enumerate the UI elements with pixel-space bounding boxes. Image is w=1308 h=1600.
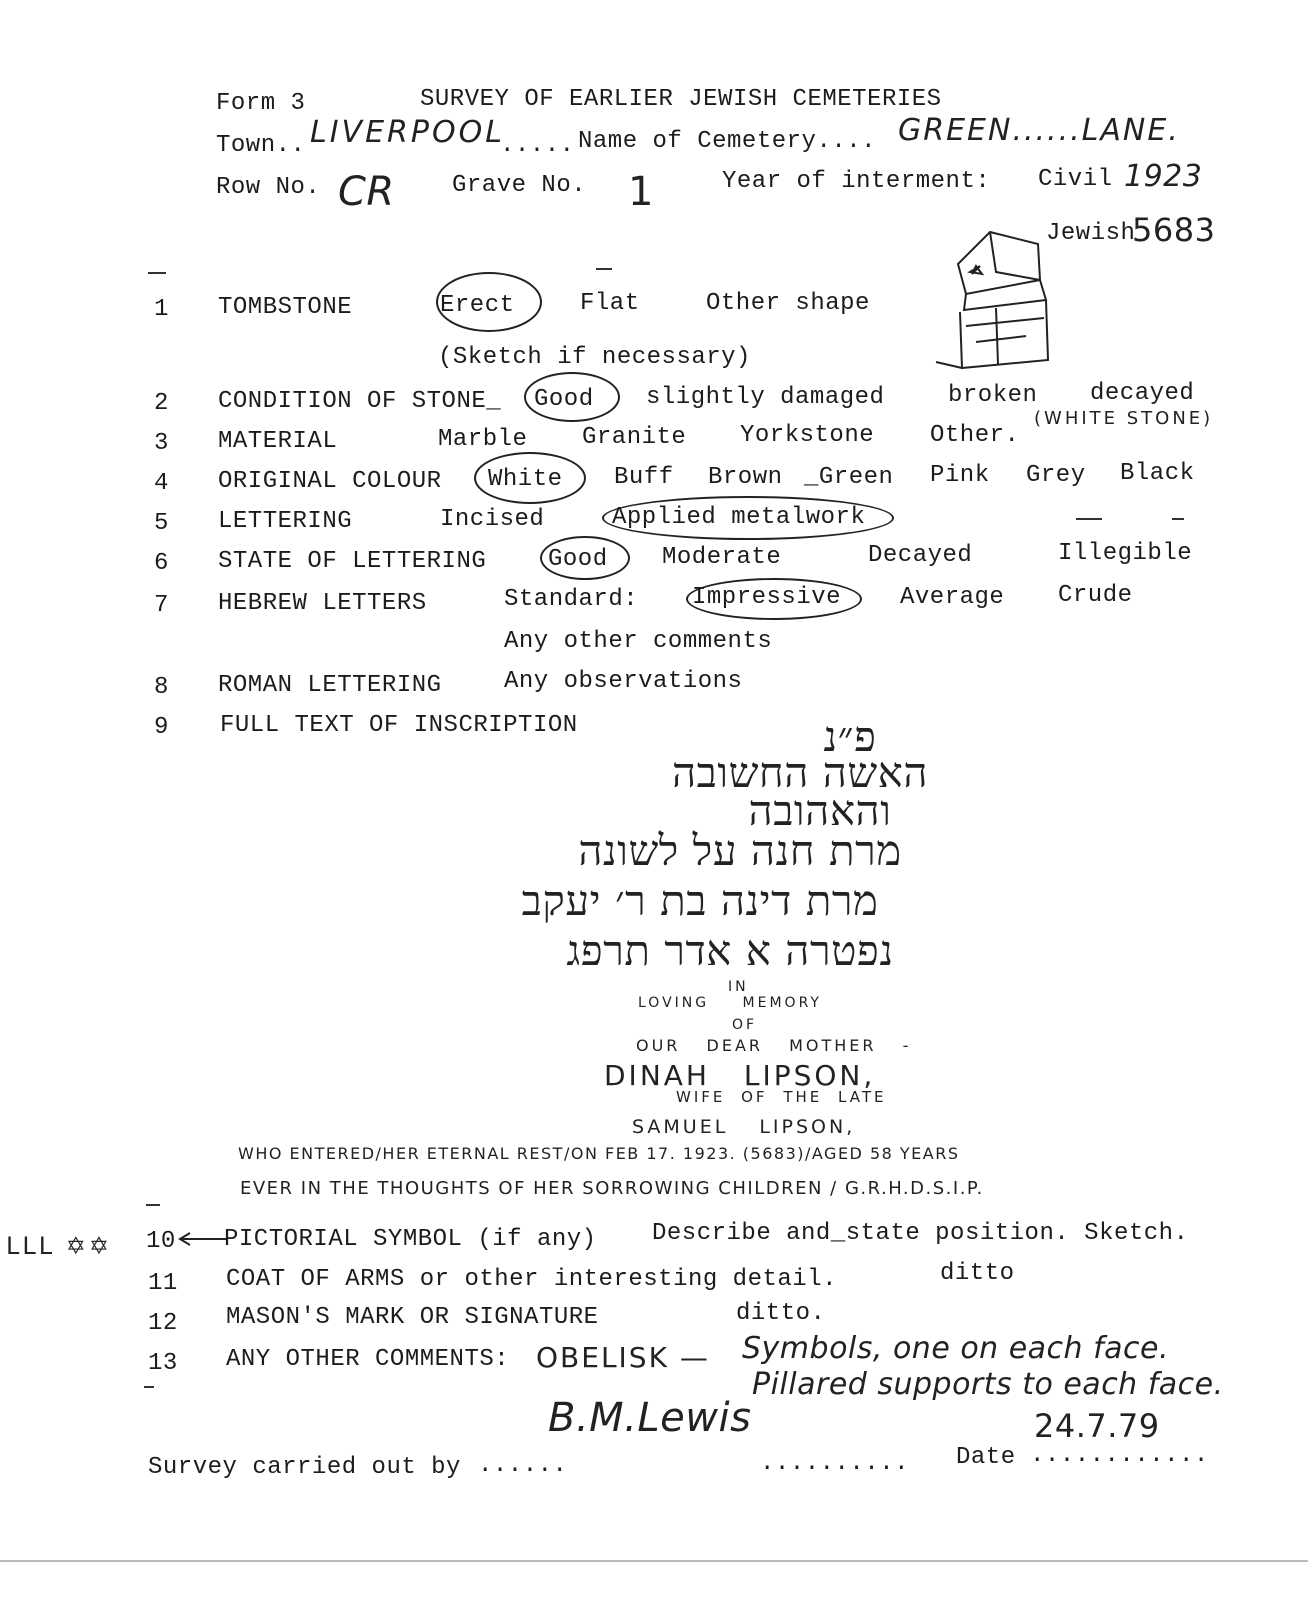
pictorial-label: PICTORIAL SYMBOL (if any) bbox=[224, 1226, 597, 1253]
pictorial-note: Describe and_state position. Sketch. bbox=[652, 1220, 1189, 1247]
english-line-in: IN bbox=[728, 979, 749, 995]
hebrew-line-3: והאהובה bbox=[748, 786, 892, 835]
option-broken: broken bbox=[948, 382, 1038, 409]
material-label: MATERIAL bbox=[218, 428, 338, 455]
civil-label: Civil bbox=[1038, 166, 1113, 193]
option-other-shape: Other shape bbox=[706, 290, 870, 317]
option-decayed: Decayed bbox=[868, 542, 973, 569]
option-green: _Green bbox=[804, 464, 894, 491]
comment-obelisk: OBELISK — bbox=[536, 1341, 710, 1374]
observations-note: Any observations bbox=[504, 668, 743, 695]
english-line-loving-memory: LOVING MEMORY bbox=[638, 995, 822, 1011]
option-slightly-damaged: slightly damaged bbox=[646, 384, 885, 411]
arrow-left-icon bbox=[176, 1232, 226, 1246]
cemetery-label: Name of Cemetery.... bbox=[578, 128, 877, 155]
surveyor-dots: ...... bbox=[478, 1452, 568, 1479]
option-other: Other. bbox=[930, 422, 1020, 449]
comments-note: Any other comments bbox=[504, 628, 773, 655]
option-decayed: decayed bbox=[1090, 380, 1195, 407]
row-value: CR bbox=[338, 169, 395, 215]
tick-mark bbox=[144, 1386, 154, 1388]
item-4-number: 4 bbox=[154, 470, 169, 497]
material-other-value: (WHITE STONE) bbox=[1034, 408, 1214, 429]
obelisk-sketch bbox=[936, 222, 1066, 372]
option-marble: Marble bbox=[438, 426, 528, 453]
hebrew-line-5: מרת דינה בת ר׳ יעקב bbox=[521, 876, 879, 925]
option-moderate: Moderate bbox=[662, 544, 782, 571]
item-8-number: 8 bbox=[154, 674, 169, 701]
option-black: Black bbox=[1120, 460, 1195, 487]
page-edge bbox=[0, 1560, 1308, 1562]
option-granite: Granite bbox=[582, 424, 687, 451]
masons-mark-ditto: ditto. bbox=[736, 1300, 826, 1327]
option-illegible: Illegible bbox=[1058, 540, 1193, 567]
item-13-number: 13 bbox=[148, 1350, 178, 1377]
item-7-number: 7 bbox=[154, 592, 169, 619]
item-2-number: 2 bbox=[154, 390, 169, 417]
masons-mark-label: MASON'S MARK OR SIGNATURE bbox=[226, 1304, 599, 1331]
town-label: Town.. bbox=[216, 132, 306, 159]
condition-label: CONDITION OF STONE_ bbox=[218, 388, 502, 415]
cemetery-value: GREEN......LANE. bbox=[898, 113, 1180, 148]
tick-mark bbox=[148, 272, 166, 274]
date-label: Date bbox=[956, 1444, 1016, 1471]
option-erect: Erect bbox=[440, 292, 515, 319]
english-line-wife-of: WIFE OF THE LATE bbox=[676, 1088, 887, 1106]
inscription-label: FULL TEXT OF INSCRIPTION bbox=[220, 712, 578, 739]
lettering-label: LETTERING bbox=[218, 508, 353, 535]
form-label: Form 3 bbox=[216, 90, 306, 117]
year-label: Year of interment: bbox=[722, 168, 991, 195]
tombstone-label: TOMBSTONE bbox=[218, 294, 353, 321]
colour-label: ORIGINAL COLOUR bbox=[218, 468, 442, 495]
surveyor-signature: B.M.Lewis bbox=[548, 1395, 752, 1441]
option-pink: Pink bbox=[930, 462, 990, 489]
comment-symbols: Symbols, one on each face. bbox=[742, 1331, 1170, 1366]
item-11-number: 11 bbox=[148, 1270, 178, 1297]
coat-of-arms-ditto: ditto bbox=[940, 1260, 1015, 1287]
comment-pillared: Pillared supports to each face. bbox=[752, 1367, 1224, 1402]
state-label: STATE OF LETTERING bbox=[218, 548, 487, 575]
row-label: Row No. bbox=[216, 174, 321, 201]
option-brown: Brown bbox=[708, 464, 783, 491]
form-title: SURVEY OF EARLIER JEWISH CEMETERIES bbox=[420, 86, 942, 113]
item-5-number: 5 bbox=[154, 510, 169, 537]
option-impressive: Impressive bbox=[692, 584, 842, 611]
hebrew-letters-label: HEBREW LETTERS bbox=[218, 590, 427, 617]
pictorial-margin-note: LLL ✡✡ bbox=[6, 1232, 112, 1260]
jewish-value: 5683 bbox=[1132, 211, 1216, 249]
town-value: LIVERPOOL bbox=[310, 115, 505, 150]
option-crude: Crude bbox=[1058, 582, 1133, 609]
english-line-samuel-lipson: SAMUEL LIPSON, bbox=[632, 1116, 856, 1138]
item-6-number: 6 bbox=[154, 550, 169, 577]
english-line-who-entered: WHO ENTERED/HER ETERNAL REST/ON FEB 17. 1923. (5683)/AGED 58 YEARS bbox=[238, 1144, 960, 1163]
english-line-our-dear-mother: OUR DEAR MOTHER - bbox=[636, 1036, 912, 1055]
option-average: Average bbox=[900, 584, 1005, 611]
option-buff: Buff bbox=[614, 464, 674, 491]
roman-lettering-label: ROMAN LETTERING bbox=[218, 672, 442, 699]
hebrew-line-4: מרת חנה על לשונה bbox=[578, 826, 902, 875]
option-flat: Flat bbox=[580, 290, 640, 317]
english-line-ever-in-thoughts: EVER IN THE THOUGHTS OF HER SORROWING CHILDREN / G.R.H.D.S.I.P. bbox=[240, 1178, 984, 1199]
hebrew-line-2: האשה החשובה bbox=[671, 748, 928, 797]
date-dots: ............ bbox=[1030, 1442, 1209, 1469]
item-12-number: 12 bbox=[148, 1310, 178, 1337]
date-value: 24.7.79 bbox=[1034, 1407, 1160, 1445]
option-applied-metalwork: Applied metalwork bbox=[612, 504, 866, 531]
standard-label: Standard: bbox=[504, 586, 639, 613]
tick-mark bbox=[1076, 518, 1102, 520]
grave-value: 1 bbox=[628, 169, 654, 215]
item-9-number: 9 bbox=[154, 714, 169, 741]
other-comments-label: ANY OTHER COMMENTS: bbox=[226, 1346, 510, 1373]
town-dots: ..... bbox=[500, 132, 575, 159]
civil-value: 1923 bbox=[1124, 159, 1203, 194]
option-incised: Incised bbox=[440, 506, 545, 533]
surveyor-trail-dots: .......... bbox=[760, 1450, 910, 1477]
tick-mark bbox=[1172, 518, 1184, 520]
hebrew-line-6: נפטרה א אדר תרפג bbox=[566, 926, 894, 975]
surveyor-label: Survey carried out by bbox=[148, 1454, 461, 1481]
english-line-dinah-lipson: DINAH LIPSON, bbox=[604, 1059, 876, 1092]
coat-of-arms-label: COAT OF ARMS or other interesting detail. bbox=[226, 1266, 837, 1293]
tick-mark bbox=[146, 1204, 160, 1206]
jewish-label: Jewish bbox=[1046, 220, 1136, 247]
item-10-number: 10 bbox=[146, 1228, 176, 1255]
item-3-number: 3 bbox=[154, 430, 169, 457]
grave-label: Grave No. bbox=[452, 172, 587, 199]
hebrew-line-1: פ״נ bbox=[823, 712, 877, 761]
sketch-note: (Sketch if necessary) bbox=[438, 344, 751, 371]
option-grey: Grey bbox=[1026, 462, 1086, 489]
tick-mark bbox=[596, 268, 612, 270]
item-1-number: 1 bbox=[154, 296, 169, 323]
option-good: Good bbox=[534, 386, 594, 413]
option-white: White bbox=[488, 466, 563, 493]
option-yorkstone: Yorkstone bbox=[740, 422, 875, 449]
english-line-of: OF bbox=[732, 1017, 758, 1033]
option-good: Good bbox=[548, 546, 608, 573]
